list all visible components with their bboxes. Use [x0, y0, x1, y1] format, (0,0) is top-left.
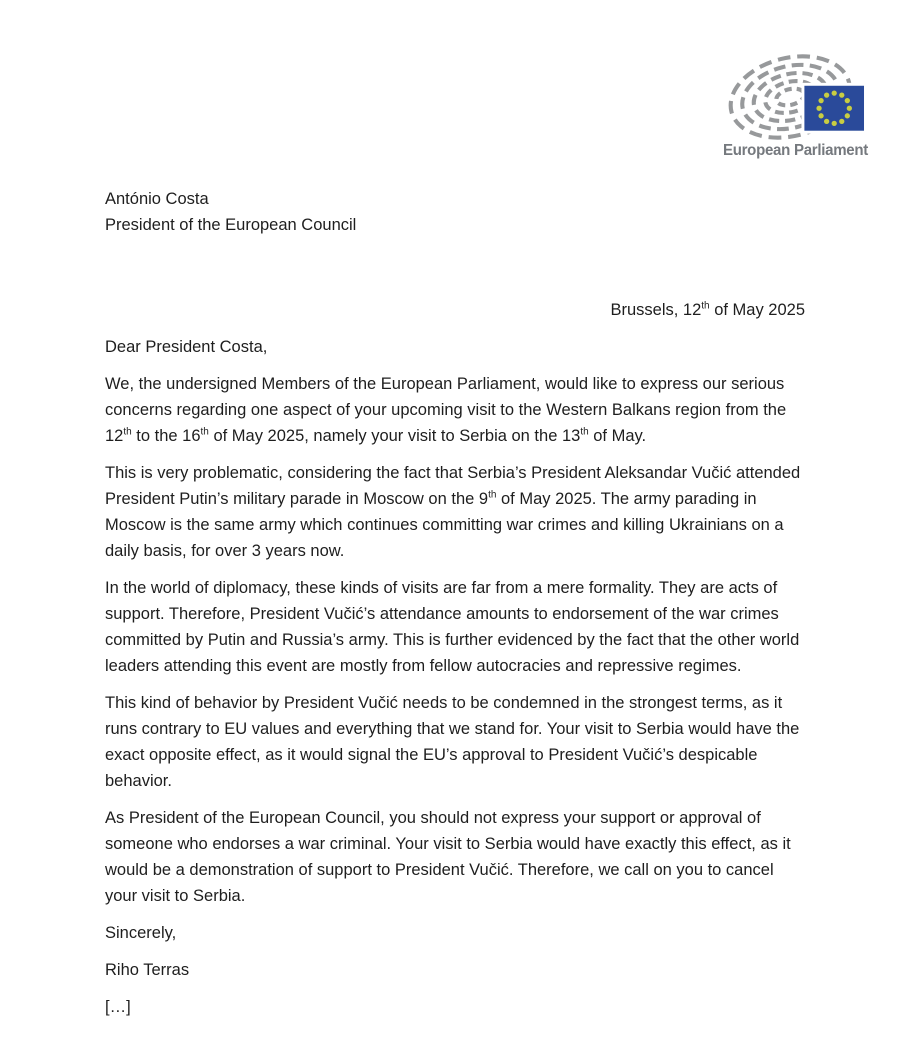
eu-flag-star: [845, 98, 850, 103]
logo-wordmark: European Parliament: [722, 142, 869, 159]
eu-flag-star: [839, 119, 844, 124]
eu-flag-star: [824, 119, 829, 124]
eu-flag-star: [847, 106, 852, 111]
eu-flag-star: [816, 106, 821, 111]
signatory-name: Riho Terras: [105, 961, 190, 979]
paragraph-1: We, the undersigned Members of the European Parliament, would like to express our serious concerns regarding one aspect of your upcoming visit to the Western Balkans region from the 12th to the 16th of May 2025, namely your visit to Serbia on the 13th of May.: [105, 375, 787, 445]
european-parliament-logo: [722, 54, 878, 160]
paragraph-4: This kind of behavior by President Vučić needs to be condemned in the strongest terms, as it runs contrary to EU values and everything that we stand for. Your visit to Serbia would have the exact opposite effect, as it would signal the EU’s approval to President Vučić’s despicable behavior.: [105, 694, 800, 790]
eu-flag-icon: [803, 84, 866, 132]
dateline: Brussels, 12th of May 2025: [610, 300, 805, 319]
valediction: Sincerely,: [105, 924, 177, 942]
letter-body: [105, 186, 805, 1031]
eu-flag-star: [845, 113, 850, 118]
european-parliament-logo-graphic: [722, 54, 878, 140]
paragraph-5: As President of the European Council, you should not express your support or approval of someone who endorses a war criminal. Your visit to Serbia would have exactly this effect, as it would be a demonstration of support to President Vučić. Therefore, we call on you to cancel your visit to Serbia.: [105, 809, 791, 905]
paragraph-3: In the world of diplomacy, these kinds of visits are far from a mere formality. They are acts of support. Therefore, President Vučić’s attendance amounts to endorsement of the war crimes committed by Putin and Russia’s army. This is further evidenced by the fact that the other world leaders attending this event are mostly from fellow autocracies and repressive regimes.: [105, 579, 800, 675]
recipient-block: [105, 186, 805, 238]
paragraph-2: This is very problematic, considering the fact that Serbia’s President Aleksandar Vučić attended President Putin’s military parade in Moscow on the 9th of May 2025. The army parading in Moscow is the same army which continues committing war crimes and killing Ukrainians on a daily basis, for over 3 years now.: [105, 464, 801, 560]
eu-flag-star: [824, 92, 829, 97]
redaction-mark: […]: [105, 998, 131, 1016]
salutation: Dear President Costa,: [105, 338, 268, 356]
eu-flag-star: [818, 113, 823, 118]
recipient-title: President of the European Council: [105, 216, 357, 234]
eu-flag-star: [818, 98, 823, 103]
eu-flag-star: [832, 121, 837, 126]
eu-flag-star: [832, 90, 837, 95]
recipient-name: António Costa: [105, 190, 209, 208]
eu-flag-star: [839, 92, 844, 97]
